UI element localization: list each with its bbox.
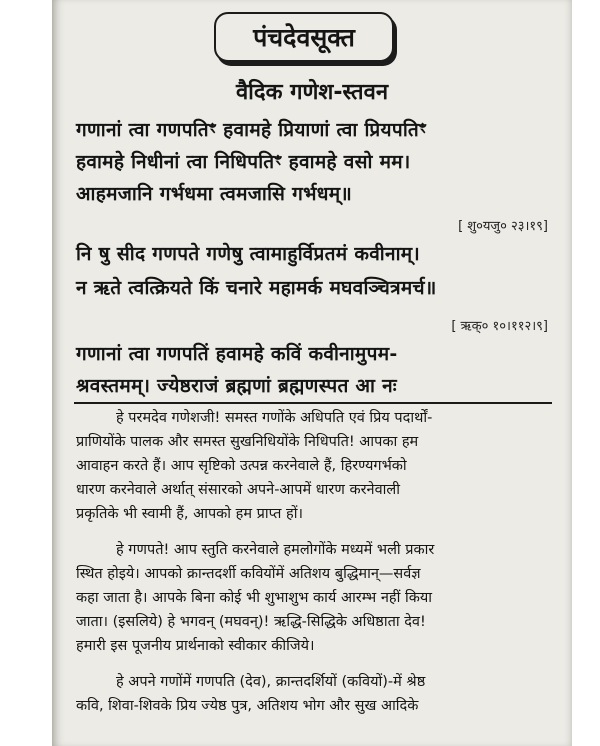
page-title-box: [214, 12, 394, 62]
page-title: पंचदेवसूक्त: [253, 23, 355, 52]
prose-line: कहा जाता है। आपके बिना कोई भी शुभाशुभ कार्य आरम्भ नहीं किया: [76, 590, 433, 606]
mantra1-line-1: गणानां त्वा गणपतिꣳ हवामहे प्रियाणां त्वा प्रियपतिꣳ: [76, 119, 427, 141]
prose-line: हे परमदेव गणेशजी! समस्त गणोंके अधिपति एवं प्रिय पदार्थों-: [116, 410, 433, 426]
mantra3-line-1: गणानां त्वा गणपतिं हवामहे कविं कवीनामुपम-: [76, 343, 398, 365]
mantra1-line-3: आहमजानि गर्भधमा त्वमजासि गर्भधम्॥: [76, 183, 353, 205]
mantra1-reference: [ शु०यजु० २३।१९]: [458, 219, 548, 234]
prose-line: कवि, शिवा-शिवके प्रिय ज्येष्ठ पुत्र, अतिशय भोग और सुख आदिके: [76, 698, 419, 714]
translation-paragraph-2: [76, 538, 550, 658]
prose-line: स्थित होइये। आपको क्रान्तदर्शी कवियोंमें अतिशय बुद्धिमान्—सर्वज्ञ: [76, 566, 421, 582]
mantra2-reference: [ ऋक्० १०।११२।९]: [451, 319, 548, 334]
prose-line: हमारी इस पूजनीय प्रार्थनाको स्वीकार कीजिये।: [76, 638, 315, 654]
prose-line: आवाहन करते हैं। आप सृष्टिको उत्पन्न करनेवाले हैं, हिरण्यगर्भको: [76, 458, 407, 474]
book-page: [52, 0, 572, 746]
mantra3-line-2: श्रवस्तमम्। ज्येष्ठराजं ब्रह्मणां ब्रह्मणस्पत आ नः: [76, 375, 397, 397]
mantra1-line-2: हवामहे निधीनां त्वा निधिपतिꣳ हवामहे वसो मम।: [76, 151, 411, 173]
prose-line: हे गणपते! आप स्तुति करनेवाले हमलोगोंके मध्यमें भली प्रकार: [116, 542, 435, 558]
prose-line: प्रकृतिके भी स्वामी हैं, आपको हम प्राप्त हों।: [76, 506, 303, 522]
mantra2-line-1: नि षु सीद गणपते गणेषु त्वामाहुर्विप्रतमं कवीनाम्।: [76, 243, 420, 265]
section-divider: [74, 402, 552, 404]
prose-line: हे अपने गणोंमें गणपति (देव), क्रान्तदर्शियों (कवियों)-में श्रेष्ठ: [116, 674, 426, 690]
translation-paragraph-1: [76, 406, 550, 526]
translation-paragraph-3: [76, 670, 550, 718]
prose-line: जाता। (इसलिये) हे भगवन् (मघवन्)! ऋद्धि-सिद्धिके अधिष्ठाता देव!: [76, 614, 426, 630]
section-title: वैदिक गणेश-स्तवन: [235, 80, 389, 105]
prose-line: प्राणियोंके पालक और समस्त सुखनिधियोंके निधिपति! आपका हम: [76, 434, 419, 450]
prose-line: धारण करनेवाले अर्थात् संसारको अपने-आपमें धारण करनेवाली: [76, 482, 400, 498]
mantra2-line-2: न ऋते त्वत्क्रियते किं चनारे महामर्क मघवञ्चित्रमर्च॥: [76, 277, 437, 299]
